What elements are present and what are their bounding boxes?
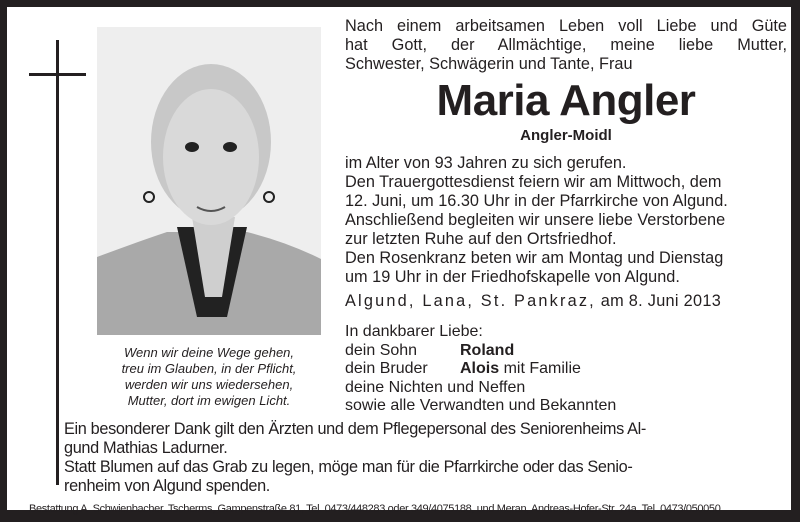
intro-line: Schwester, Schwägerin und Tante, Frau <box>345 55 633 73</box>
mourner-extra: deine Nichten und Neffen <box>345 378 526 396</box>
thanks-line: Ein besonderer Dank gilt den Ärzten und dem Pflegepersonal des Seniorenheims Al- <box>64 420 647 438</box>
obituary-notice <box>7 7 791 515</box>
portrait-icon <box>97 27 321 335</box>
thanks-line: renheim von Algund spenden. <box>64 477 270 495</box>
verse-line: Mutter, dort im ewigen Licht. <box>127 393 291 408</box>
relation: dein Sohn <box>345 341 418 359</box>
suffix: mit Familie <box>499 360 581 377</box>
relation: dein Bruder <box>345 360 428 377</box>
intro-text <box>345 17 787 74</box>
mourner-extra: sowie alle Verwandten und Bekannten <box>345 397 617 414</box>
place-date <box>345 292 787 311</box>
portrait-photo <box>97 27 321 335</box>
mourner-row <box>345 360 787 379</box>
date: am 8. Juni 2013 <box>595 292 722 310</box>
body-line: Anschließend begleiten wir unsere liebe Verstorbene <box>345 211 726 229</box>
verse-line: Wenn wir deine Wege gehen, <box>123 345 295 360</box>
mourner-name: Roland <box>460 341 515 359</box>
deceased-nickname: Angler-Moidl <box>520 127 612 144</box>
mourner-name: Alois <box>460 360 500 377</box>
intro-line: hat Gott, der Allmächtige, meine liebe Mutter, <box>345 36 787 54</box>
intro-line: Nach einem arbeitsamen Leben voll Liebe und Güte <box>345 17 787 35</box>
thanks-line: Statt Blumen auf das Grab zu legen, möge man für die Pfarrkirche oder das Senio- <box>64 458 633 476</box>
body-line: im Alter von 93 Jahren zu sich gerufen. <box>345 154 627 172</box>
service-details <box>345 154 787 287</box>
body-line: um 19 Uhr in der Friedhofskapelle von Algund. <box>345 268 680 286</box>
mourners-heading: In dankbarer Liebe: <box>345 323 483 340</box>
deceased-name: Maria Angler <box>436 76 696 125</box>
mourner-row <box>345 342 787 361</box>
places: Algund, Lana, St. Pankraz, <box>345 292 596 310</box>
body-line: Den Trauergottesdienst feiern wir am Mittwoch, dem <box>345 173 722 191</box>
verse-line: werden wir uns wiedersehen, <box>124 377 294 392</box>
cross-icon-vertical <box>56 40 59 485</box>
thanks-text <box>64 420 784 496</box>
thanks-line: gund Mathias Ladurner. <box>64 439 228 457</box>
verse-line: treu im Glauben, in der Pflicht, <box>121 361 297 376</box>
funeral-home-footer: Bestattung A. Schwienbacher, Tscherms, Gampenstraße 81, Tel. 0473/448283 oder 349/4075188, und Meran, Andreas-Hofer-Str. 24a, Tel. 0473/050050 <box>29 503 721 515</box>
body-line: Den Rosenkranz beten wir am Montag und Dienstag <box>345 249 724 267</box>
memorial-verse <box>93 345 325 409</box>
mourners-list <box>345 323 787 416</box>
body-line: 12. Juni, um 16.30 Uhr in der Pfarrkirche von Algund. <box>345 192 728 210</box>
cross-icon-horizontal <box>29 73 86 76</box>
body-line: zur letzten Ruhe auf den Ortsfriedhof. <box>345 230 617 248</box>
